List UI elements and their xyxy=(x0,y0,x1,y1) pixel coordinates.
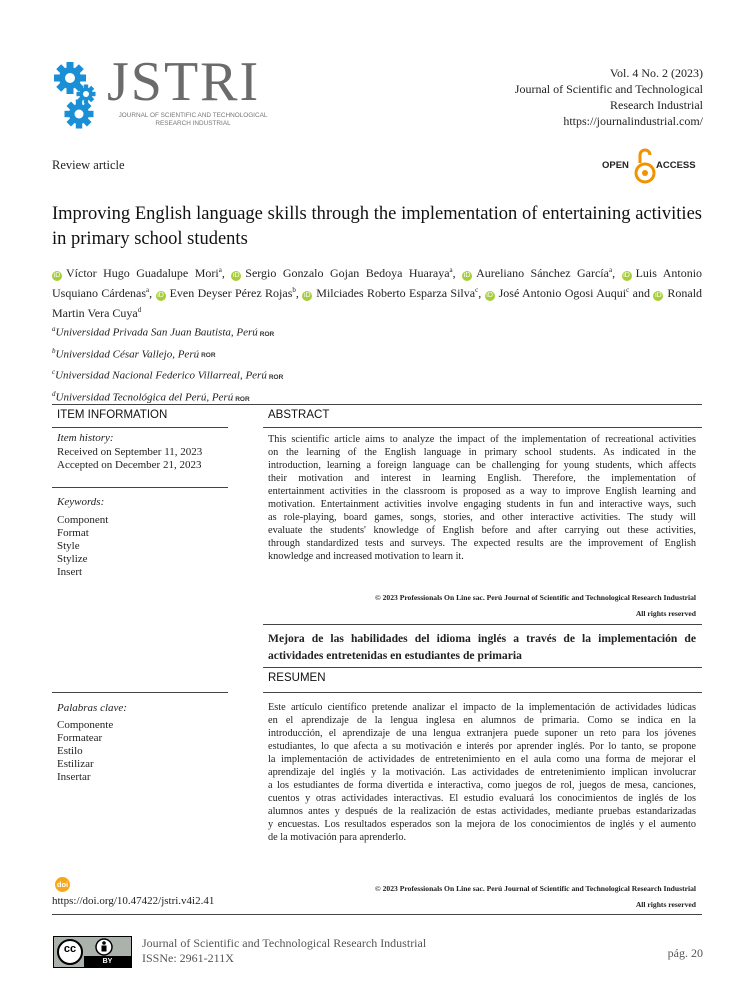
palabra-clave-item: Estilo xyxy=(57,745,83,757)
abstract-line: on the learning of the English language in primary school students. As indicated in the xyxy=(268,447,696,458)
affiliation-text: Universidad César Vallejo, Perú xyxy=(55,348,200,361)
ror-icon[interactable]: ROR xyxy=(268,373,284,381)
author-name: José Antonio Ogosi Auqui xyxy=(498,286,627,300)
orcid-icon[interactable]: iD xyxy=(486,292,493,299)
author-name: Ronald Martin Vera Cuya xyxy=(52,286,703,320)
author-affiliation-mark: a xyxy=(146,286,150,294)
open-access-access: ACCESS xyxy=(656,160,696,171)
author-affiliation-mark: b xyxy=(292,286,296,294)
affiliation-text: Universidad Nacional Federico Villarreal, Perú xyxy=(55,369,267,382)
ror-icon[interactable]: ROR xyxy=(259,330,275,338)
author-name: Luis Antonio Usquiano Cárdenas xyxy=(52,266,703,300)
author-list: iD Víctor Hugo Guadalupe Mori$^a$, iD Sergio Gonzalo Gojan Bedoya Huaraya$^a$, iD Aureliano Sánchez García$^a$, iD Luis Antonio Usquiano Cárdenas$^a$, iD Even Deyser Pérez Rojas$^b$, iD Milciades Roberto Esparza Silva$^c$, iD José Antonio Ogosi Auqui$^c$ and iD Ronald Martin Vera Cuya$^d$ xyxy=(52,266,703,320)
abstract-line: through standardized tests and surveys. The expected results are the improvement of English xyxy=(268,538,696,549)
author-affiliation-mark: a xyxy=(608,266,613,274)
ror-icon[interactable]: ROR xyxy=(235,395,250,403)
cc-label: cc xyxy=(63,943,77,955)
jstri-gear-logo xyxy=(52,60,104,130)
keyword-item: Insert xyxy=(57,566,83,578)
divider-right-4 xyxy=(263,692,702,693)
open-access-open: OPEN xyxy=(602,160,629,171)
attribution-person-icon xyxy=(94,938,114,956)
abstract-line: as role-playing, board games, songs, stories, and other interactive activities. The study will xyxy=(268,512,696,523)
keyword-item: Style xyxy=(57,540,80,552)
open-access-badge xyxy=(602,147,704,187)
footer-journal-info xyxy=(142,936,426,966)
resumen-line: aprendizaje del inglés y la motivación. Las actividades de entretenimiento implican involucrar xyxy=(268,767,696,778)
palabras-clave-list xyxy=(57,719,113,784)
accepted-date: Accepted on December 21, 2023 xyxy=(57,459,202,471)
resumen-body xyxy=(268,701,696,844)
affiliation-key: b xyxy=(52,346,56,355)
author-affiliation-mark: a xyxy=(218,266,222,274)
author-name: Aureliano Sánchez García xyxy=(476,266,609,280)
keywords-label: Keywords: xyxy=(57,496,105,508)
resumen-line: introducción, el aprendizaje de una lengua extranjera puede suponer un reto para los jóvenes xyxy=(268,728,696,739)
affiliation-key: d xyxy=(52,389,56,398)
author-name: Víctor Hugo Guadalupe Mori xyxy=(66,266,219,280)
article-title: Improving English language skills through the implementation of entertaining activities in primary school students xyxy=(52,204,702,249)
abstract-line: their motivation and interest in learning English. Therefore, the implementation of xyxy=(268,473,696,484)
orcid-icon[interactable]: iD xyxy=(303,292,311,299)
keywords-list xyxy=(57,514,108,579)
abstract-copyright xyxy=(268,590,696,622)
abstract-line: motivation. Entertainment activities involve engaging students in fun and interactive ways, such xyxy=(268,499,696,510)
resumen-copyright-line: © 2023 Professionals On Line sac. Perú Journal of Scientific and Technological Research Industrial xyxy=(375,884,696,893)
resumen-heading: RESUMEN xyxy=(268,672,326,684)
divider-right-3 xyxy=(263,667,702,668)
article-type: Review article xyxy=(52,158,125,172)
affiliation-item xyxy=(52,343,283,365)
affiliation-key: a xyxy=(52,325,56,333)
item-information-heading: ITEM INFORMATION xyxy=(57,409,168,421)
abstract-rights: All rights reserved xyxy=(635,609,696,618)
author-affiliation-mark: d xyxy=(137,306,142,314)
author-affiliation-mark: a xyxy=(449,266,453,274)
journal-name-line1: Journal of Scientific and Technological xyxy=(514,82,703,96)
keyword-item: Format xyxy=(57,527,89,539)
doi-link[interactable]: https://doi.org/10.47422/jstri.v4i2.41 xyxy=(52,895,215,907)
journal-url-link[interactable]: https://journalindustrial.com/ xyxy=(563,114,703,128)
orcid-icon[interactable]: iD xyxy=(463,272,471,279)
author-affiliation-mark: c xyxy=(475,286,479,294)
affiliation-list xyxy=(52,321,283,408)
abstract-line: introduction, learning a foreign language can be challenging for young students, which affects xyxy=(268,460,696,471)
palabra-clave-item: Formatear xyxy=(57,732,103,744)
keyword-item: Component xyxy=(57,514,109,526)
by-label-strip xyxy=(84,956,131,967)
journal-header-info xyxy=(515,65,703,129)
resumen-line: la implementación de actividades de entretenimiento en el aula como una forma de mejorar el xyxy=(268,754,696,765)
orcid-icon[interactable]: iD xyxy=(53,272,61,279)
abstract-line: knowledge and increased motivation to learn it. xyxy=(268,551,464,562)
footer-journal-name: Journal of Scientific and Technological Research Industrial xyxy=(142,936,427,950)
resumen-line: y encuestas. Los resultados esperados son la mejora de los conocimientos de inglés y el aumento xyxy=(268,819,696,830)
ror-icon[interactable]: ROR xyxy=(201,352,216,360)
item-history-label: Item history: xyxy=(57,432,114,444)
received-date: Received on September 11, 2023 xyxy=(57,446,203,458)
abstract-line: This scientific article aims to analyze the impact of the implementation of recreational activities xyxy=(268,434,696,445)
abstract-body xyxy=(268,433,696,563)
affiliation-key: c xyxy=(52,368,56,377)
abstract-line: evaluate the students' knowledge of English before and after carrying out these activities, xyxy=(268,525,696,536)
resumen-line: Este artículo científico pretende analizar el impacto de la implementación de actividades lúdicas xyxy=(268,702,696,713)
orcid-icon[interactable]: iD xyxy=(232,272,240,279)
divider-top xyxy=(52,404,702,405)
resumen-line: en el aprendizaje de la lengua inglesa en alumnos de primaria. Como se indica en la xyxy=(268,715,696,726)
resumen-line: estudiantes, lo que afecta a su motivación e interés por aprender inglés. Por lo tanto, se propone xyxy=(268,741,696,752)
spanish-title xyxy=(268,630,696,664)
resumen-line: de la motivación para aprenderlo. xyxy=(268,832,407,843)
doi-icon: doi xyxy=(55,877,70,892)
divider-left-1 xyxy=(52,427,228,428)
orcid-icon[interactable]: iD xyxy=(655,292,662,299)
author-name: Even Deyser Pérez Rojas xyxy=(169,286,293,300)
cc-by-license-badge[interactable] xyxy=(53,936,132,968)
journal-logo-text: JSTRI xyxy=(107,51,261,113)
divider-right-1 xyxy=(263,427,702,428)
divider-right-2 xyxy=(263,624,702,625)
abstract-heading: ABSTRACT xyxy=(268,409,330,421)
spanish-title-line1: Mejora de las habilidades del idioma inglés a través de la implementación de xyxy=(268,632,696,645)
spanish-title-line2: actividades entretenidas en estudiantes de primaria xyxy=(268,649,522,662)
palabra-clave-item: Componente xyxy=(57,719,114,731)
resumen-rights: All rights reserved xyxy=(635,900,696,909)
orcid-icon[interactable]: iD xyxy=(157,292,164,299)
affiliation-item xyxy=(52,321,283,343)
author-affiliation-mark: c xyxy=(626,286,630,294)
footer-issn: ISSNe: 2961-211X xyxy=(142,951,234,965)
volume-label: Vol. 4 No. 2 (2023) xyxy=(609,66,703,80)
open-access-lock-icon xyxy=(634,147,656,185)
palabra-clave-item: Estilizar xyxy=(57,758,94,770)
keyword-item: Stylize xyxy=(57,553,88,565)
palabras-clave-label: Palabras clave: xyxy=(57,702,127,714)
page-number: pág. 20 xyxy=(667,946,703,960)
affiliation-text: Universidad Privada San Juan Bautista, Perú xyxy=(55,326,258,339)
author-name: Milciades Roberto Esparza Silva xyxy=(316,286,476,300)
resumen-line: alumnos antes y después de la realización de estas actividades, mediante pruebas estandarizadas xyxy=(268,806,696,817)
abstract-copyright-line: © 2023 Professionals On Line sac. Perú Journal of Scientific and Technological Research Industrial xyxy=(375,593,696,602)
affiliation-item xyxy=(52,364,283,386)
journal-name-line2: Research Industrial xyxy=(610,98,703,112)
orcid-icon[interactable]: iD xyxy=(623,272,630,279)
by-label: BY xyxy=(102,958,113,965)
affiliation-text: Universidad Tecnológica del Perú, Perú xyxy=(55,391,234,404)
resumen-line: a los estudiantes de forma divertida e interactiva, como juegos de rol, juegos de mesa, canciones, xyxy=(268,780,696,791)
abstract-line: entertainment activities in the classroom is proposed as a way to improve English learning and xyxy=(268,486,696,497)
resumen-copyright xyxy=(268,881,696,913)
journal-logo-subtitle: JOURNAL OF SCIENTIFIC AND TECHNOLOGICAL RESEARCH INDUSTRIAL xyxy=(118,112,268,127)
resumen-line: cuentos y otras actividades interactivas. El estudio evaluará los conocimientos de inglés de los xyxy=(268,793,696,804)
palabra-clave-item: Insertar xyxy=(57,771,91,783)
divider-left-3 xyxy=(52,692,228,693)
divider-left-2 xyxy=(52,487,228,488)
divider-bottom xyxy=(52,914,702,915)
author-name: Sergio Gonzalo Gojan Bedoya Huaraya xyxy=(245,266,450,280)
